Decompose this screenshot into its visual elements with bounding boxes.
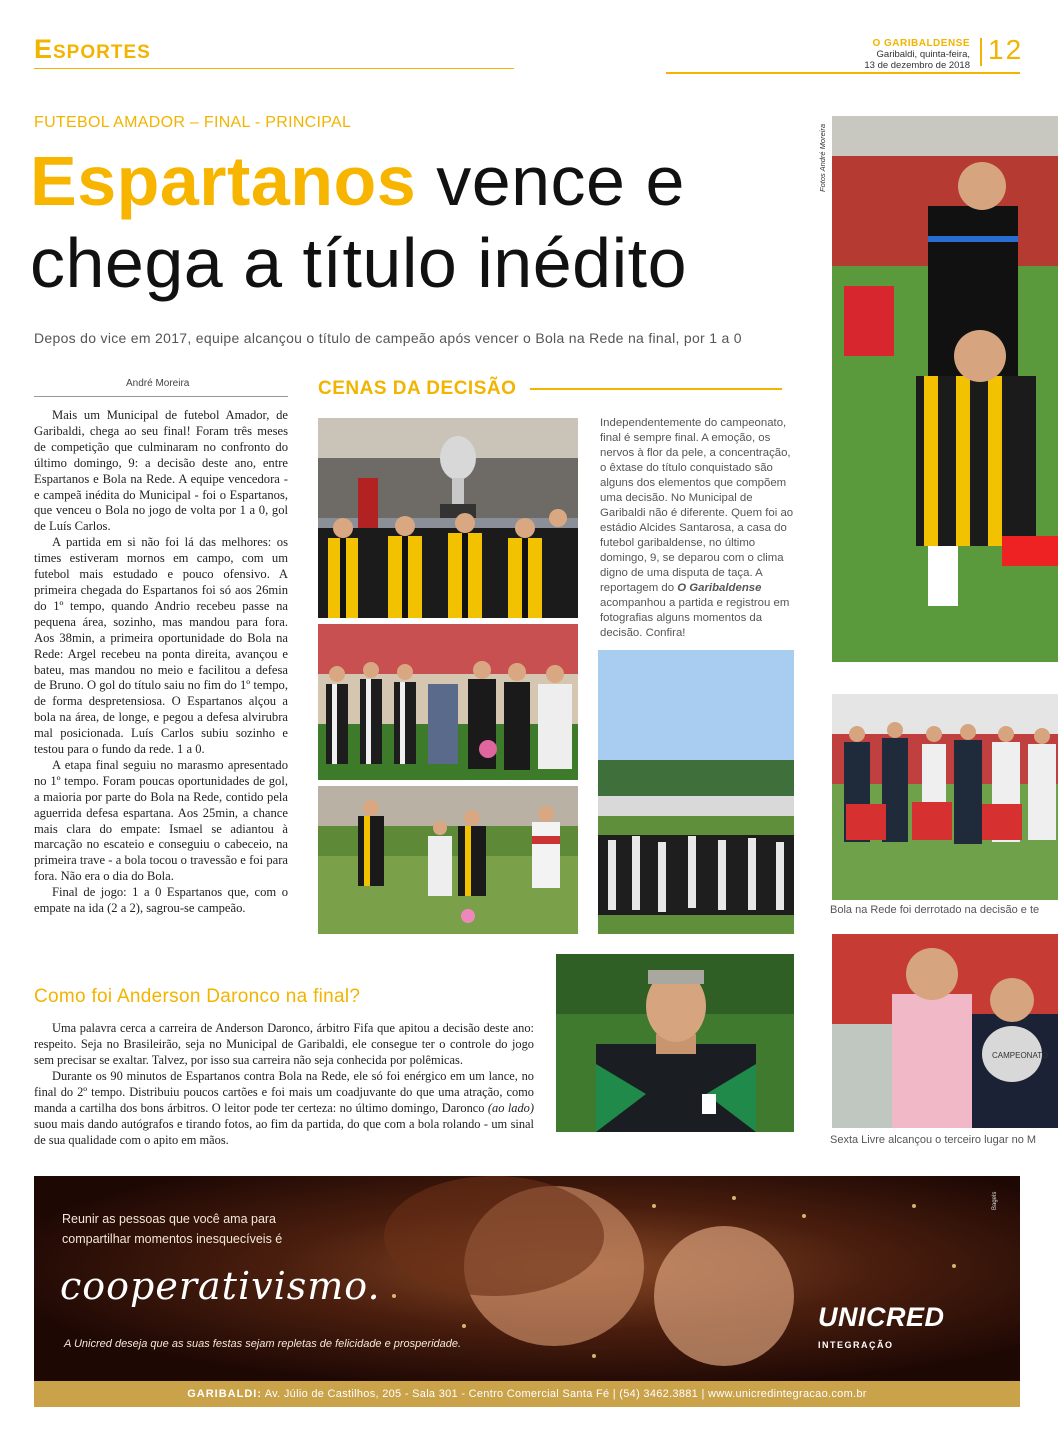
article-paragraph: A etapa final seguiu no marasmo apresentado no 1º tempo. Foram poucas oportunidades de gol, a maioria por parte do Bola na Rede, contido pela aguerrida defesa espartana. Aos 25min, a chance mais clara do empate: Ismael se adiantou à marcação no escateio e conseguiu o cabeceio, na primeira trave - a bola tocou o travessão e foi para fora. Não era o dia do Bola. <box>34 757 288 884</box>
article-paragraph: Mais um Municipal de futebol Amador, de Garibaldi, chega ao seu final! Foram três meses de competição que culminaram no confronto do último domingo, 9: a decisão deste ano, entre Espartanos e Bola na Rede. A equipe vencedora - e campeã inédita do Municipal - foi o Espartanos, que venceu o Bola no jogo de volta por 1 a 0, gol de Luís Carlos. <box>34 408 288 534</box>
headline-highlight: Espartanos <box>30 142 417 220</box>
photo-bola-na-rede-team <box>832 694 1058 900</box>
headline-line-2: chega a título inédito <box>30 224 688 302</box>
caption-sexta-livre: Sexta Livre alcançou o terceiro lugar no M <box>830 1134 1037 1146</box>
ad-cooperativismo: cooperativismo. <box>60 1264 381 1308</box>
ad-agency-credit: Bagels <box>992 1191 998 1210</box>
article-paragraph: Final de jogo: 1 a 0 Espartanos que, com o empate na ida (2 a 2), sagrou-se campeão. <box>34 885 288 916</box>
header-rule <box>666 72 1020 74</box>
paper-name: O GARIBALDENSE <box>872 38 970 49</box>
section-rule <box>34 68 514 69</box>
photo-match-action <box>318 786 578 934</box>
paper-mention: O Garibaldense <box>677 582 762 594</box>
author-byline: André Moreira <box>126 378 190 389</box>
photo-referee-daronco <box>556 954 794 1132</box>
ad-wish: A Unicred deseja que as suas festas sejam repletas de felicidade e prosperidade. <box>64 1338 462 1350</box>
page-separator <box>980 38 982 66</box>
ad-tagline: Reunir as pessoas que você ama para compartilhar momentos inesquecíveis é <box>62 1212 283 1246</box>
byline-rule <box>34 396 288 397</box>
photo-trophy-celebration <box>318 418 578 618</box>
headline <box>30 140 820 304</box>
caption-bola-na-rede: Bola na Rede foi derrotado na decisão e te <box>830 904 1040 916</box>
ad-footer: GARIBALDI: Av. Júlio de Castilhos, 205 - Sala 301 - Centro Comercial Santa Fé | (54) 3462.3881 | www.unicredintegracao.com.br <box>34 1381 1020 1407</box>
paper-date <box>810 49 970 71</box>
subheadline: Depos do vice em 2017, equipe alcançou o título de campeão após vencer o Bola na Rede na final, por 1 a 0 <box>34 330 742 346</box>
photo-team-huddle <box>598 650 794 934</box>
photo-sexta-livre <box>832 934 1058 1128</box>
article-body <box>34 408 288 917</box>
daronco-body <box>34 1020 534 1148</box>
section-name: Esportes <box>34 34 151 64</box>
daronco-paragraph: Durante os 90 minutos de Espartanos contra Bola na Rede, ele só foi enérgico em um lance, no final do 2º tempo. Distribuiu poucos cartões e foi mais um coadjuvante do que uma atração, como manda a cartilha dos bons árbitros. O leitor pode ter certeza: no último domingo, Daronco (ao lado) suou mais dando autógrafos e tirando fotos, ao fim da partida, do que com a bola rolando - um sinal de sua qualidade com o apito em mãos. <box>34 1069 534 1147</box>
daronco-title: Como foi Anderson Daronco na final? <box>34 986 361 1007</box>
page-number: 12 <box>988 34 1024 65</box>
cenas-text: Independentemente do campeonato, final é sempre final. A emoção, os nervos à flor da pele, a concentração, o êxtase do título conquistado são alguns dos elementos que compõem uma decisão. No Municipal de Garibaldi não é diferente. Quem foi ao estádio Alcides Santarosa, a casa do futebol garibaldense, no último domingo, 9, se deparou com o clima digno de uma disputa de taça. A reportagem do O Garibaldense acompanhou a partida e registrou em fotografias alguns momentos da decisão. Confira! <box>600 417 794 639</box>
ao-lado-note: (ao lado) <box>487 1101 534 1115</box>
kicker: FUTEBOL AMADOR – FINAL - PRINCIPAL <box>34 114 352 131</box>
photo-lineup <box>318 624 578 780</box>
unicred-logo: UNICRED <box>818 1302 945 1332</box>
daronco-paragraph: Uma palavra cerca a carreira de Anderson Daronco, árbitro Fifa que apitou a decisão deste ano: respeito. Seja no Brasileirão, seja no Municipal de Garibaldi, ele consegue ter o controle do jogo sem precisar se exaltar. Talvez, por isso sua carreira não seja conhecida por polêmicas. <box>34 1021 534 1067</box>
date-line-1: Garibaldi, quinta-feira, <box>876 49 970 60</box>
date-line-2: 13 de dezembro de 2018 <box>864 60 970 71</box>
trophy-label: CAMPEONATO <box>992 1051 1049 1060</box>
unicred-logo-sub: INTEGRAÇÃO <box>818 1340 894 1350</box>
headline-rest: vence e <box>416 142 685 220</box>
photo-credit: Fotos André Moreira <box>818 123 827 192</box>
photo-champion-players <box>832 116 1058 662</box>
cenas-rule <box>530 388 782 390</box>
article-paragraph: A partida em si não foi lá das melhores: os times estiveram mornos em campo, com um futebol mais estudado e pouco ofensivo. A primeira chegada do Espartanos foi só aos 26min do 1º tempo, quando Andrio recebeu passe na pequena área, sozinho, mas mandou para fora. Aos 38min, a primeira oportunidade do Bola na Rede: Argel recebeu na ponta direita, avançou e bateu, mas mandou no meio e facilitou a defesa de Bruno. O gol do título saiu no fim do 1º tempo, de forma despretensiosa. O Espartanos alçou a bola na área, de longe, e pegou a defesa alvirubra mal posicionada. Luís Carlos subiu sozinho e testou para o fundo da rede. 1 a 0. <box>34 535 288 757</box>
cenas-title: CENAS DA DECISÃO <box>318 378 517 399</box>
